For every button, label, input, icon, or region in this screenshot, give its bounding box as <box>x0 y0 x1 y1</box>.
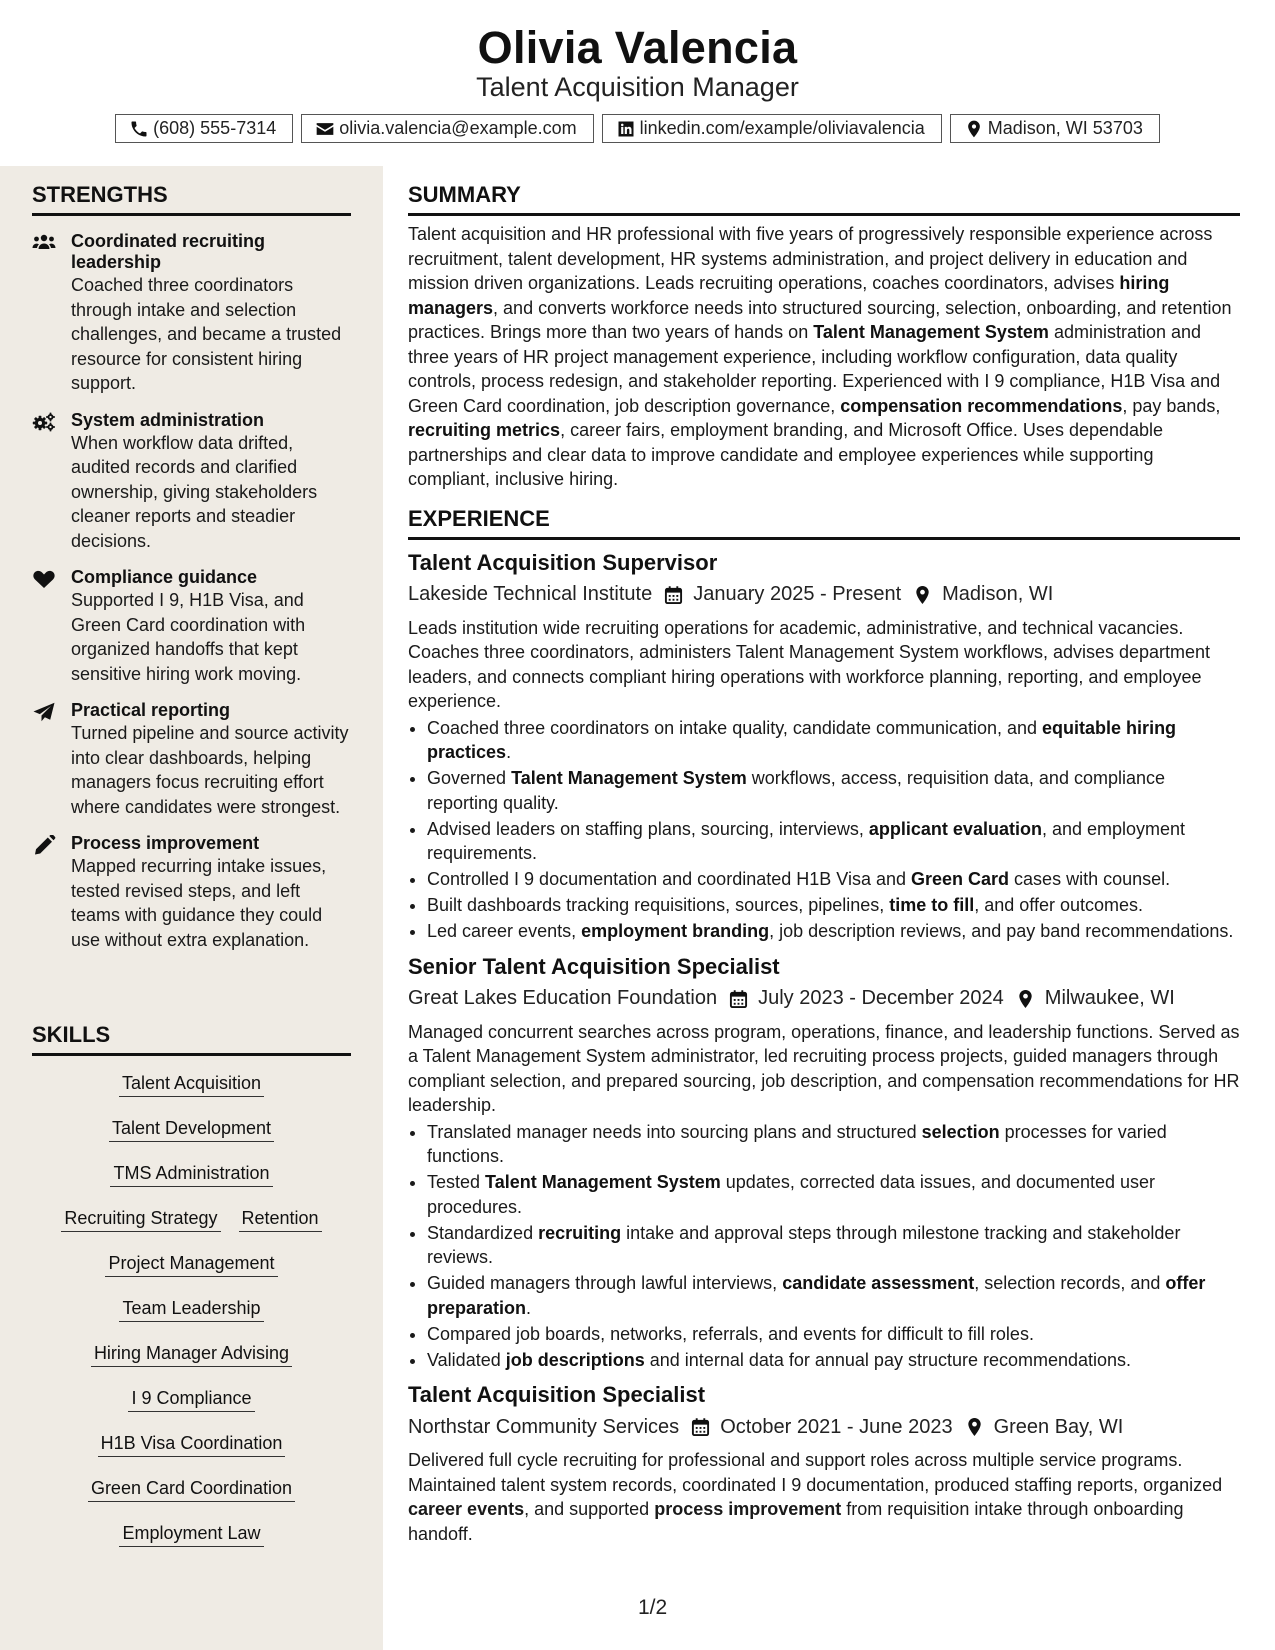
resume-header <box>0 0 1275 166</box>
bullet-item: • Standardized recruiting intake and approval steps through milestone tracking and stakeholder reviews. <box>427 1221 1240 1270</box>
strength-item <box>32 410 351 554</box>
skills-list <box>32 1070 351 1565</box>
skill-tag: Hiring Manager Advising <box>91 1340 292 1367</box>
job-meta <box>408 1415 1240 1439</box>
job-dates: January 2025 - Present <box>693 583 902 605</box>
contact-location-text: Madison, WI 53703 <box>987 118 1143 138</box>
job-location: Milwaukee, WI <box>1044 987 1175 1009</box>
bullet-item: • Led career events, employment branding, job description reviews, and pay band recommendations. <box>427 919 1240 944</box>
summary-text: Talent acquisition and HR professional with five years of progressively responsible experience across recruitment, talent development, HR systems administration, and project delivery in education and mission driven organizations. Leads recruiting operations, coaches coordinators, advises hiring managers, and converts workforce needs into structured sourcing, selection, onboarding, and retention practices. Brings more than two years of hands on Talent Management System administration and three years of HR project management experience, including workflow configuration, data quality controls, process redesign, and stakeholder reporting. Experienced with I 9 compliance, H1B Visa and Green Card coordination, job description governance, compensation recommendations, pay bands, recruiting metrics, career fairs, employment branding, and Microsoft Office. Uses dependable partnerships and clear data to improve candidate and employee experiences while supporting compliant, inclusive hiring. <box>408 224 1232 489</box>
envelope-icon <box>315 119 335 139</box>
skill-tag: Recruiting Strategy <box>61 1205 220 1232</box>
contact-bar <box>0 114 1275 143</box>
experience-section <box>408 506 1240 1547</box>
skill-tag: I 9 Compliance <box>128 1385 254 1412</box>
map-pin-icon <box>965 1417 984 1437</box>
emphasis-text: time to fill <box>889 895 975 915</box>
emphasis-text: career events <box>408 1499 525 1519</box>
contact-linkedin-text: linkedin.com/example/oliviavalencia <box>639 118 925 138</box>
strength-desc: When workflow data drifted, audited records and clarified ownership, giving stakeholders cleaner reports and steadier decisions. <box>71 432 318 551</box>
emphasis-text: recruiting metrics <box>408 420 561 440</box>
job-meta <box>408 987 1240 1011</box>
skills-heading: SKILLS <box>32 1022 351 1056</box>
bullet-item: • Governed Talent Management System workflows, access, requisition data, and compliance reporting quality. <box>427 766 1240 815</box>
calendar-icon <box>729 989 748 1009</box>
map-pin-icon <box>964 119 984 139</box>
experience-heading: EXPERIENCE <box>408 506 1240 540</box>
strength-desc: Turned pipeline and source activity into clear dashboards, helping managers focus recruiting effort where candidates were strongest. <box>71 723 349 817</box>
strength-title: Compliance guidance <box>71 567 258 587</box>
skill-tag: H1B Visa Coordination <box>98 1430 286 1457</box>
map-pin-icon <box>1016 989 1035 1009</box>
job-dates: July 2023 - December 2024 <box>758 987 1004 1009</box>
contact-phone-text: (608) 555-7314 <box>153 118 277 138</box>
emphasis-text: compensation recommendations <box>840 395 1123 416</box>
map-pin-icon <box>913 585 932 605</box>
job-meta <box>408 583 1240 607</box>
bullet-item: • Controlled I 9 documentation and coordinated H1B Visa and Green Card cases with counsel. <box>427 867 1240 892</box>
job-description: Managed concurrent searches across program, operations, finance, and leadership functions. Served as a Talent Management System administrator, led recruiting process projects, guided managers through compliant selection, and prepared sourcing, job description, and compensation recommendations for HR leadership. <box>408 1021 1240 1115</box>
job-location: Madison, WI <box>942 583 1054 605</box>
job-dates: October 2021 - June 2023 <box>720 1415 953 1438</box>
bullet-item: • Compared job boards, networks, referrals, and events for difficult to fill roles. <box>427 1322 1240 1347</box>
page-number: 1/2 <box>638 1596 668 1619</box>
pencil-icon <box>32 835 56 855</box>
job-bullets <box>408 1120 1240 1373</box>
bullet-item: • Guided managers through lawful interviews, candidate assessment, selection records, and offer preparation. <box>427 1271 1240 1320</box>
strength-desc: Supported I 9, H1B Visa, and Green Card coordination with organized handoffs that kept sensitive hiring work moving. <box>71 590 306 684</box>
strength-desc: Coached three coordinators through intake and selection challenges, and became a trusted resource for consistent hiring support. <box>71 275 342 393</box>
contact-phone[interactable] <box>115 114 293 143</box>
emphasis-text: selection <box>921 1121 1000 1142</box>
strength-item <box>32 700 351 819</box>
contact-linkedin[interactable] <box>602 114 942 143</box>
gears-icon <box>32 412 56 432</box>
summary-section <box>408 166 1240 492</box>
contact-email[interactable] <box>301 114 593 143</box>
candidate-title: Talent Acquisition Manager <box>476 72 799 102</box>
bullet-item: • Validated job descriptions and internal data for annual pay structure recommendations. <box>427 1348 1240 1373</box>
job-entry <box>408 953 1240 1373</box>
heart-icon <box>32 569 56 589</box>
strength-title: System administration <box>71 409 265 430</box>
bullet-item: • Advised leaders on staffing plans, sourcing, interviews, applicant evaluation, and employment requirements. <box>427 817 1240 866</box>
strengths-section <box>32 182 351 952</box>
job-description: Leads institution wide recruiting operations for academic, administrative, and technical vacancies. Coaches three coordinators, administers Talent Management System workflows, advises department leaders, and connects compliant hiring operations with workforce planning, reporting, and employee experience. <box>408 617 1211 711</box>
contact-location <box>950 114 1160 143</box>
calendar-icon <box>664 585 683 605</box>
strength-title: Practical reporting <box>71 700 231 720</box>
emphasis-text: applicant evaluation <box>868 818 1042 839</box>
users-icon <box>32 233 56 253</box>
bullet-item: • Translated manager needs into sourcing plans and structured selection processes for varied functions. <box>427 1120 1240 1169</box>
strengths-heading: STRENGTHS <box>32 182 351 216</box>
emphasis-text: job descriptions <box>505 1349 645 1370</box>
paper-plane-icon <box>32 702 56 722</box>
job-title: Talent Acquisition Supervisor <box>408 549 718 575</box>
emphasis-text: candidate assessment <box>782 1273 975 1293</box>
emphasis-text: Talent Management System <box>813 322 1049 342</box>
job-description: Delivered full cycle recruiting for professional and support roles across multiple service programs. Maintained talent system records, coordinated I 9 documentation, produced staffing reports, organized career events, and supported process improvement from requisition intake through onboarding handoff. <box>408 1450 1223 1544</box>
main-content <box>408 166 1240 1546</box>
strength-title: Process improvement <box>71 833 260 853</box>
job-bullets <box>408 716 1240 944</box>
linkedin-icon <box>616 119 636 139</box>
job-company: Northstar Community Services <box>408 1415 680 1438</box>
emphasis-text: Talent Management System <box>511 768 747 788</box>
emphasis-text: recruiting <box>538 1222 622 1243</box>
strength-item <box>32 567 351 686</box>
job-entry <box>408 1381 1240 1546</box>
strength-item <box>32 833 351 952</box>
job-company: Lakeside Technical Institute <box>408 583 653 605</box>
emphasis-text: employment branding <box>581 921 770 941</box>
skill-tag: Talent Acquisition <box>119 1070 264 1097</box>
bullet-item: • Built dashboards tracking requisitions, sources, pipelines, time to fill, and offer outcomes. <box>427 893 1240 918</box>
skill-tag: Green Card Coordination <box>88 1475 295 1502</box>
skill-tag: Retention <box>239 1205 322 1232</box>
job-title: Senior Talent Acquisition Specialist <box>408 953 780 979</box>
candidate-name: Olivia Valencia <box>477 22 798 73</box>
job-entry <box>408 549 1240 944</box>
skill-tag: Employment Law <box>119 1520 263 1547</box>
emphasis-text: equitable hiring practices <box>427 717 1177 762</box>
job-title: Talent Acquisition Specialist <box>408 1382 706 1407</box>
emphasis-text: offer preparation <box>427 1273 1206 1318</box>
skills-section <box>32 1022 351 1565</box>
contact-email-text: olivia.valencia@example.com <box>339 118 577 138</box>
skill-tag: Talent Development <box>109 1115 274 1142</box>
skill-tag: Project Management <box>105 1250 277 1277</box>
skill-tag: TMS Administration <box>110 1160 272 1187</box>
strength-item <box>32 231 351 396</box>
calendar-icon <box>691 1417 710 1437</box>
bullet-item: • Tested Talent Management System updates, corrected data issues, and documented user procedures. <box>427 1170 1240 1219</box>
job-company: Great Lakes Education Foundation <box>408 987 718 1009</box>
emphasis-text: process improvement <box>654 1499 842 1519</box>
job-location: Green Bay, WI <box>993 1415 1124 1438</box>
strength-desc: Mapped recurring intake issues, tested revised steps, and left teams with guidance they could use without extra explanation. <box>71 856 327 950</box>
emphasis-text: Talent Management System <box>485 1172 721 1192</box>
strength-title: Coordinated recruiting leadership <box>71 231 266 272</box>
emphasis-text: hiring managers <box>408 273 1170 318</box>
skill-tag: Team Leadership <box>119 1295 263 1322</box>
summary-heading: SUMMARY <box>408 182 1240 216</box>
emphasis-text: Green Card <box>911 869 1010 889</box>
sidebar <box>0 166 383 1650</box>
phone-icon <box>129 119 149 139</box>
bullet-item: • Coached three coordinators on intake quality, candidate communication, and equitable hiring practices. <box>427 716 1240 765</box>
